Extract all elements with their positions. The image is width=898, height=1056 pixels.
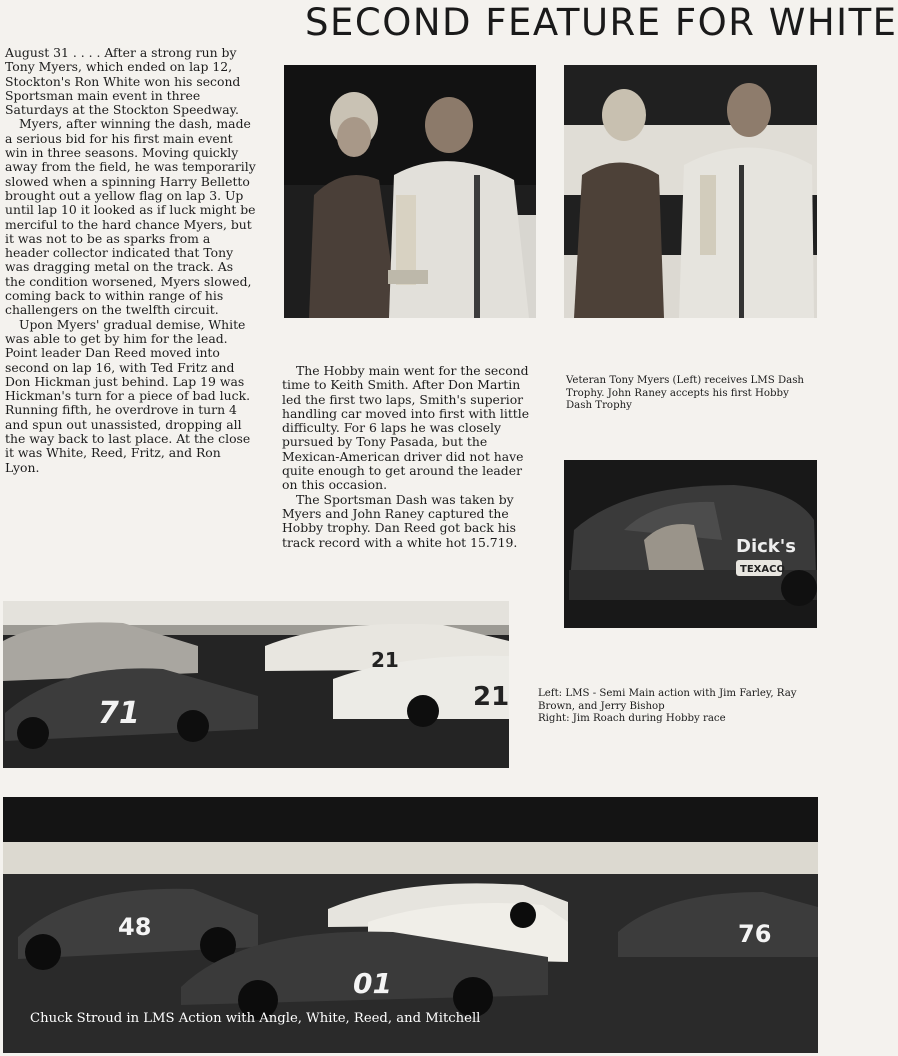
- sponsor-texaco: TEXACO: [740, 564, 785, 575]
- car-number-21-front: 21: [473, 682, 510, 712]
- photo-trophy-myers: [284, 65, 536, 318]
- photo-hobby-car: [564, 460, 817, 628]
- article-paragraph: Upon Myers' gradual demise, White was able to get by him for the lead. Point leader Dan Reed moved into second on lap 16, with Ted Fritz and Don Hickman just behind. Lap 19 was Hickman's turn for a piece of bad luck. Running fifth, he overdrove in turn 4 and spun out unassisted, dropping all the way back to last place. At the close it was White, Reed, Fritz, and Ron Lyon.: [5, 316, 251, 475]
- article-paragraph: August 31 . . . . After a strong run by Tony Myers, which ended on lap 12, Stockton's Ron White won his second Sportsman main event in three Saturdays at the Stockton Speedway.: [5, 45, 241, 118]
- photo-semi-main: [3, 601, 509, 768]
- caption-lms-action: Chuck Stroud in LMS Action with Angle, White, Reed, and Mitchell: [30, 1011, 481, 1026]
- article-paragraph: Myers, after winning the dash, made a serious bid for his first main event win in three seasons. Moving quickly away from the field, he was temporarily slowed when a spinning Harry Belletto brought out a yellow flag on lap 3. Up until lap 10 it looked as if luck might be merciful to the hard chance Myers, but it was not to be as sparks from a header collector indicated that Tony was dragging metal on the track. As the condition worsened, Myers slowed, coming back to within range of his challengers on the twelfth circuit.: [5, 116, 256, 318]
- article-middle-column: [282, 364, 534, 550]
- caption-semi-main: [538, 688, 818, 726]
- article-left-column: [5, 46, 257, 475]
- photo-trophy-raney: [564, 65, 817, 318]
- car-number-71: 71: [98, 696, 140, 731]
- article-paragraph: The Hobby main went for the second time to Keith Smith. After Don Martin led the first two laps, Smith's superior handling car moved into first with little difficulty. For 6 laps he was closely pursued by Tony Pasada, but the Mexican-American driver did not have quite enough to get around the leader on this occasion.: [282, 363, 530, 493]
- caption-trophy: Veteran Tony Myers (Left) receives LMS Dash Trophy. John Raney accepts his first Hobby Dash Trophy: [566, 375, 804, 411]
- page-title: SECOND FEATURE FOR WHITE: [305, 1, 898, 44]
- car-number-48: 48: [118, 913, 152, 941]
- car-number-01: 01: [353, 967, 392, 1000]
- car-number-21-rear: 21: [371, 648, 399, 672]
- car-number-76: 76: [738, 920, 772, 948]
- article-paragraph: The Sportsman Dash was taken by Myers and John Raney captured the Hobby trophy. Dan Reed got back his track record with a white hot 15.719.: [282, 491, 518, 550]
- sponsor-dicks: Dick's: [736, 536, 796, 557]
- caption-semi-main-text: Left: LMS - Semi Main action with Jim Farley, Ray Brown, and Jerry Bishop Right: Jim Roach during Hobby race: [538, 688, 797, 724]
